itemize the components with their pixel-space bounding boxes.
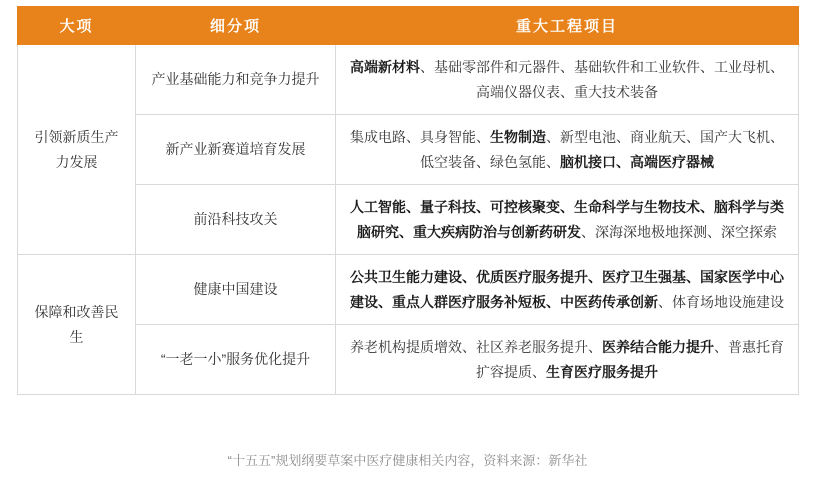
- column-header-subitem: 细分项: [136, 7, 336, 45]
- project-cell: 养老机构提质增效、社区养老服务提升、医养结合能力提升、普惠托育扩容提质、生育医疗服务提升: [336, 325, 799, 395]
- subitem-cell: 前沿科技攻关: [136, 185, 336, 255]
- infographic-page: [0, 6, 815, 483]
- column-header-project: 重大工程项目: [336, 7, 799, 45]
- table-header: [18, 7, 799, 45]
- project-cell: 公共卫生能力建设、优质医疗服务提升、医疗卫生强基、国家医学中心建设、重点人群医疗服务补短板、中医药传承创新、体育场地设施建设: [336, 255, 799, 325]
- project-cell: 集成电路、具身智能、生物制造、新型电池、商业航天、国产大飞机、低空装备、绿色氢能、脑机接口、高端医疗器械: [336, 115, 799, 185]
- table-body: [18, 45, 799, 395]
- subitem-cell: “一老一小”服务优化提升: [136, 325, 336, 395]
- table-row: [18, 325, 799, 395]
- table-row: [18, 45, 799, 115]
- subitem-cell: 健康中国建设: [136, 255, 336, 325]
- subitem-cell: 产业基础能力和竞争力提升: [136, 45, 336, 115]
- table-header-row: [18, 7, 799, 45]
- category-cell: 引领新质生产力发展: [18, 45, 136, 255]
- subitem-cell: 新产业新赛道培育发展: [136, 115, 336, 185]
- project-cell: 人工智能、量子科技、可控核聚变、生命科学与生物技术、脑科学与类脑研究、重大疾病防治与创新药研发、深海深地极地探测、深空探索: [336, 185, 799, 255]
- category-cell: 保障和改善民生: [18, 255, 136, 395]
- column-header-category: 大项: [18, 7, 136, 45]
- table-row: [18, 185, 799, 255]
- source-caption: “十五五”规划纲要草案中医疗健康相关内容，资料来源：新华社: [227, 453, 588, 468]
- table-row: [18, 115, 799, 185]
- plan-matrix-table: [17, 6, 799, 395]
- project-cell: 高端新材料、基础零部件和元器件、基础软件和工业软件、工业母机、高端仪器仪表、重大技术装备: [336, 45, 799, 115]
- table-row: [18, 255, 799, 325]
